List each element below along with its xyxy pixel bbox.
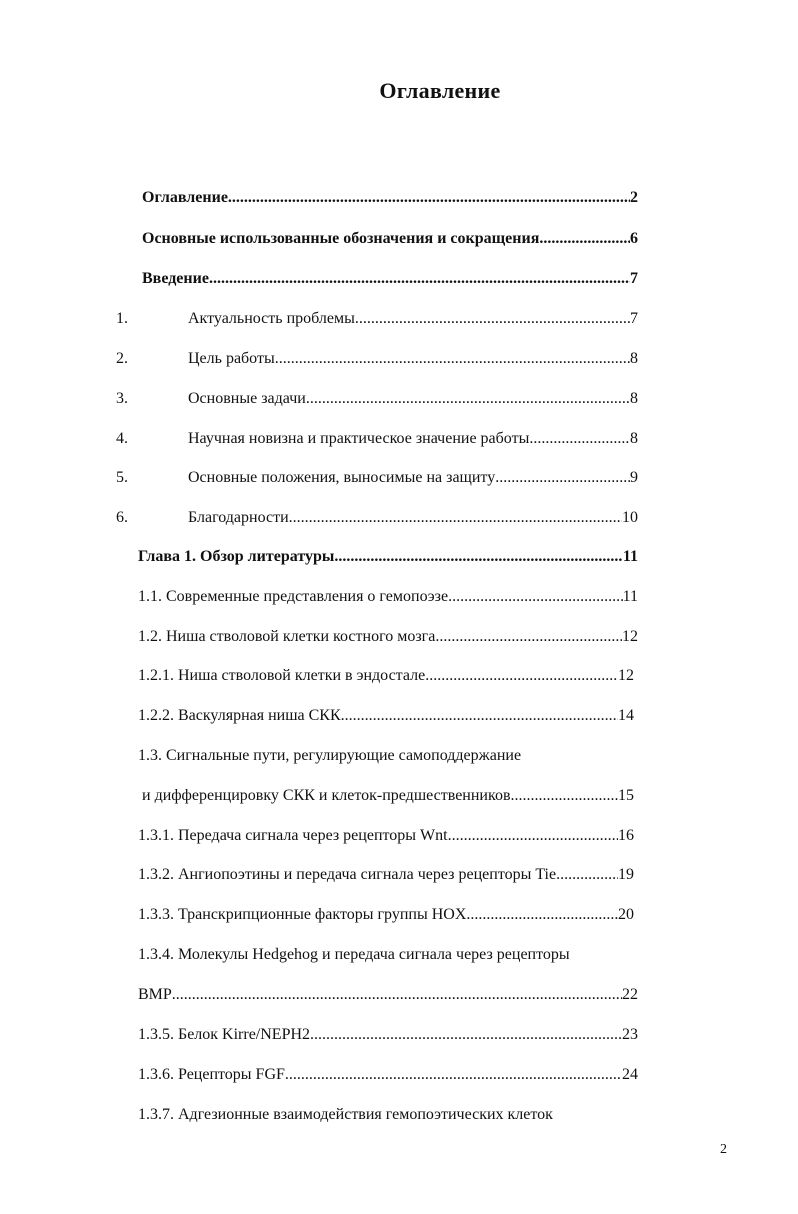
toc-entry xyxy=(0,626,798,648)
toc-entry-number: 6. xyxy=(116,509,128,526)
toc-dot-leader xyxy=(448,825,618,847)
toc-entry xyxy=(0,507,798,529)
toc-entry xyxy=(0,1024,798,1046)
toc-dot-leader xyxy=(209,268,630,290)
toc-entry-label: Благодарности xyxy=(188,509,289,526)
toc-entry-page: 2 xyxy=(630,189,638,206)
toc-entry-page: 9 xyxy=(630,469,638,486)
toc-entry-label: BMP xyxy=(138,986,172,1003)
toc-entry xyxy=(0,467,798,489)
toc-entry-label: 1.3. Сигнальные пути, регулирующие самоподдержание xyxy=(138,747,522,764)
toc-entry xyxy=(0,187,798,209)
toc-entry xyxy=(0,665,798,687)
toc-dot-leader xyxy=(334,546,623,568)
page-number: 2 xyxy=(720,1142,727,1157)
toc-entry-label: 1.2. Ниша стволовой клетки костного мозга xyxy=(138,628,436,645)
toc-entry-page: 10 xyxy=(622,509,638,526)
toc-entry-page: 11 xyxy=(622,548,638,565)
toc-entry-page: 20 xyxy=(618,906,634,923)
toc-dot-leader xyxy=(310,1024,622,1046)
toc-dot-leader xyxy=(275,348,630,370)
toc-entry-page: 8 xyxy=(630,350,638,367)
toc-dot-leader xyxy=(172,984,622,1006)
toc-dot-leader xyxy=(466,904,618,926)
toc-dot-leader xyxy=(289,507,622,529)
toc-entry-page: 6 xyxy=(630,230,638,247)
toc-entry xyxy=(0,228,798,250)
toc-entry-label: Актуальность проблемы xyxy=(188,310,355,327)
toc-entry-page: 24 xyxy=(622,1066,638,1083)
toc-entry-page: 8 xyxy=(630,390,638,407)
toc-entry xyxy=(0,308,798,330)
toc-entry-number: 5. xyxy=(116,469,128,486)
toc-entry xyxy=(0,745,798,767)
toc-entry-number: 4. xyxy=(116,430,128,447)
toc-entry xyxy=(0,984,798,1006)
toc-dot-leader xyxy=(511,785,619,807)
toc-entry xyxy=(0,944,798,966)
toc-entry-label: 1.3.5. Белок Kirre/NEPH2 xyxy=(138,1026,311,1043)
toc-entry xyxy=(0,825,798,847)
toc-entry xyxy=(0,388,798,410)
toc-dot-leader xyxy=(435,626,622,648)
toc-entry xyxy=(0,428,798,450)
toc-entry-label: Научная новизна и практическое значение работы xyxy=(188,430,530,447)
toc-entry-label: 1.3.4. Молекулы Hedgehog и передача сигнала через рецепторы xyxy=(138,946,570,963)
toc-entry-label: 1.1. Современные представления о гемопоэзе xyxy=(138,588,449,605)
toc-entry-label: и дифференцировку СКК и клеток-предшественников xyxy=(142,787,511,804)
toc-entry-number: 2. xyxy=(116,350,128,367)
toc-entry-page: 22 xyxy=(622,986,638,1003)
toc-dot-leader xyxy=(448,586,623,608)
toc-entry-label: Основные использованные обозначения и сокращения xyxy=(142,230,540,247)
toc-entry xyxy=(0,268,798,290)
toc-dot-leader xyxy=(306,388,630,410)
toc-entry-label: 1.3.7. Адгезионные взаимодействия гемопоэтических клеток xyxy=(138,1106,553,1123)
toc-entry xyxy=(0,546,798,568)
toc-entry-label: Основные положения, выносимые на защиту xyxy=(188,469,496,486)
toc-entry-label: Введение xyxy=(142,270,209,287)
toc-entry-number: 3. xyxy=(116,390,128,407)
toc-entry-label: 1.3.3. Транскрипционные факторы группы HOX xyxy=(138,906,467,923)
toc-entry-page: 12 xyxy=(618,667,634,684)
toc-entry-page: 12 xyxy=(622,628,638,645)
toc-entry xyxy=(0,1064,798,1086)
toc-dot-leader xyxy=(355,308,630,330)
toc-entry-page: 7 xyxy=(630,310,638,327)
toc-entry xyxy=(0,586,798,608)
toc-entry xyxy=(0,904,798,926)
page-title: Оглавление xyxy=(379,78,501,103)
toc-entry-number: 1. xyxy=(116,310,128,327)
toc-entry-label: Глава 1. Обзор литературы xyxy=(138,548,335,565)
toc-dot-leader xyxy=(495,467,630,489)
toc-dot-leader xyxy=(539,228,630,250)
toc-dot-leader xyxy=(228,187,630,209)
toc-dot-leader xyxy=(556,864,618,886)
toc-entry-label: 1.3.6. Рецепторы FGF xyxy=(138,1066,285,1083)
toc-entry-label: Основные задачи xyxy=(188,390,306,407)
toc-entry-page: 8 xyxy=(630,430,638,447)
toc-entry-label: 1.3.2. Ангиопоэтины и передача сигнала через рецепторы Tie xyxy=(138,866,557,883)
toc-dot-leader xyxy=(341,705,618,727)
toc-dot-leader xyxy=(529,428,630,450)
toc-entry-page: 15 xyxy=(618,787,634,804)
toc-entry-page: 14 xyxy=(618,707,634,724)
toc-dot-leader xyxy=(285,1064,622,1086)
toc-entry-label: 1.3.1. Передача сигнала через рецепторы Wnt xyxy=(138,827,448,844)
toc-entry xyxy=(0,348,798,370)
toc-entry xyxy=(0,785,798,807)
toc-entry-page: 7 xyxy=(630,270,638,287)
toc-entry-label: Оглавление xyxy=(142,189,228,206)
toc-entry-label: Цель работы xyxy=(188,350,275,367)
toc-entry-label: 1.2.2. Васкулярная ниша СКК xyxy=(138,707,341,724)
toc-dot-leader xyxy=(425,665,618,687)
toc-entry xyxy=(0,864,798,886)
toc-entry xyxy=(0,1104,798,1126)
toc-entry-page: 11 xyxy=(622,588,638,605)
toc-entry xyxy=(0,705,798,727)
toc-entry-page: 16 xyxy=(618,827,634,844)
toc-entry-page: 23 xyxy=(622,1026,638,1043)
toc-entry-page: 19 xyxy=(618,866,634,883)
toc-entry-label: 1.2.1. Ниша стволовой клетки в эндостале xyxy=(138,667,426,684)
